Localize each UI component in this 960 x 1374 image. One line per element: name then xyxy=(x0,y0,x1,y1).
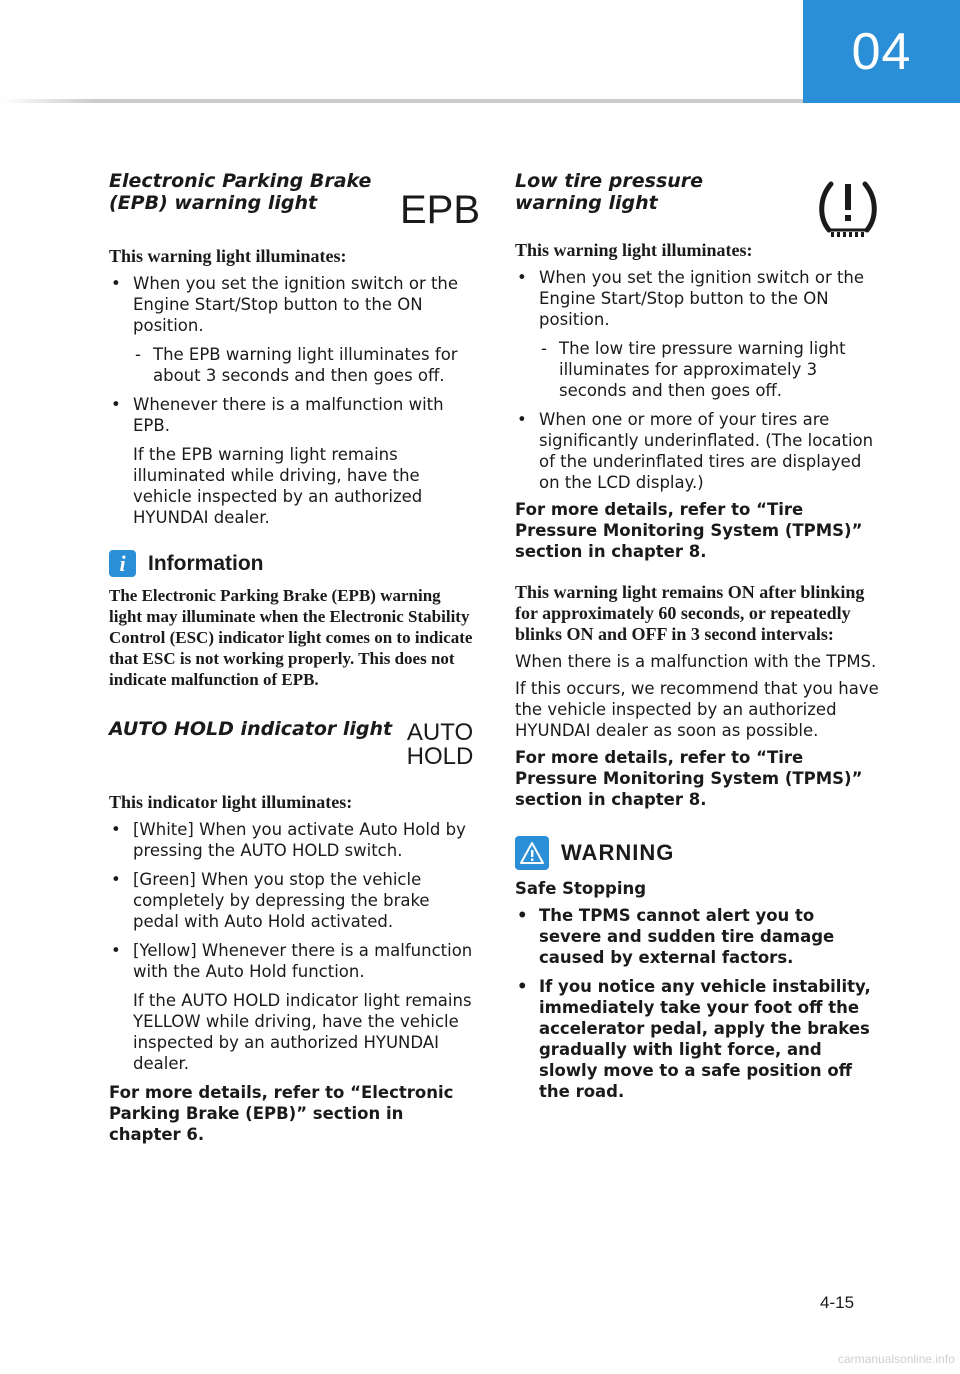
auto-hold-icon-line1: AUTO xyxy=(406,719,474,746)
info-icon: i xyxy=(109,550,136,577)
epb-header xyxy=(109,170,481,246)
auto-hold-icon-line2: HOLD xyxy=(406,743,474,770)
list-item xyxy=(515,409,881,493)
epb-b2-cont: If the EPB warning light remains illuminated while driving, have the vehicle inspected by an authorized HYUNDAI dealer. xyxy=(133,445,423,527)
epb-b1-sub: - The EPB warning light illuminates for about 3 seconds and then goes off. xyxy=(133,344,475,386)
autohold-ref: For more details, refer to “Electronic Parking Brake (EPB)” section in chapter 6. xyxy=(109,1083,454,1144)
tpms-b2: • When one or more of your tires are significantly underinflated. (The location of the underinflated tires are displayed on the LCD display.) xyxy=(539,410,874,492)
tpms-b1-sub: - The low tire pressure warning light illuminates for approximately 3 seconds and then goes off. xyxy=(539,338,881,401)
warning-b1: • The TPMS cannot alert you to severe and sudden tire damage caused by external factors. xyxy=(539,906,835,967)
tpms-p1: When there is a malfunction with the TPMS. xyxy=(515,652,877,671)
info-label: Information xyxy=(148,551,264,575)
tpms-b1: • When you set the ignition switch or the Engine Start/Stop button to the ON position. xyxy=(539,268,865,329)
list-item xyxy=(515,267,881,401)
epb-b1: • When you set the ignition switch or the Engine Start/Stop button to the ON position. xyxy=(133,274,459,335)
epb-title: Electronic Parking Brake (EPB) warning light xyxy=(109,170,372,214)
warning-label: WARNING xyxy=(561,840,675,865)
list-item xyxy=(515,976,881,1102)
warning-b2: • If you notice any vehicle instability, immediately take your foot off the accelerator pedal, apply the brakes gradually with light force, and slowly move to a safe position off the road. xyxy=(539,977,871,1101)
warning-subtitle: Safe Stopping xyxy=(515,879,647,898)
chapter-number: 04 xyxy=(851,22,912,81)
autohold-b2: • [Green] When you stop the vehicle completely by depressing the brake pedal with Auto Hold activated. xyxy=(133,870,430,931)
autohold-b1: • [White] When you activate Auto Hold by pressing the AUTO HOLD switch. xyxy=(133,820,466,860)
autohold-b3: • [Yellow] Whenever there is a malfunction with the Auto Hold function. xyxy=(133,941,473,981)
page-number: 4-15 xyxy=(820,1293,855,1312)
tire-pressure-icon xyxy=(815,178,881,244)
tpms-title: Low tire pressure warning light xyxy=(515,170,704,214)
tpms-intro: This warning light illuminates: xyxy=(515,240,753,260)
tpms-intro2: This warning light remains ON after blinking for approximately 60 seconds, or repeatedly blinks ON and OFF in 3 second intervals: xyxy=(515,582,865,644)
info-body: The Electronic Parking Brake (EPB) warning light may illuminate when the Electronic Stability Control (ESC) indicator light comes on to indicate that ESC is not working properly. This does not indicate malfunction of EPB. xyxy=(109,586,473,689)
autohold-b3-cont: If the AUTO HOLD indicator light remains YELLOW while driving, have the vehicle inspected by an authorized HYUNDAI dealer. xyxy=(133,991,472,1073)
epb-list xyxy=(109,273,475,528)
warning-list xyxy=(515,905,881,1102)
tpms-ref2: For more details, refer to “Tire Pressure Monitoring System (TPMS)” section in chapter 8. xyxy=(515,748,863,809)
autohold-list xyxy=(109,819,475,1074)
tpms-header xyxy=(515,170,881,246)
list-item xyxy=(109,273,475,386)
autohold-header xyxy=(109,712,475,792)
autohold-title: AUTO HOLD indicator light xyxy=(109,718,393,740)
left-column xyxy=(109,170,481,1145)
epb-icon xyxy=(399,188,481,232)
warning-header xyxy=(515,836,881,870)
header-rule xyxy=(0,99,803,103)
list-item xyxy=(109,394,475,528)
epb-icon-text: EPB xyxy=(399,188,481,232)
autohold-intro: This indicator light illuminates: xyxy=(109,792,353,812)
chapter-tab xyxy=(803,0,960,103)
tpms-p2: If this occurs, we recommend that you have the vehicle inspected by an authorized HYUNDAI dealer as soon as possible. xyxy=(515,679,879,740)
info-header xyxy=(109,550,475,577)
list-item xyxy=(515,905,881,968)
list-item xyxy=(109,940,475,1074)
warning-icon xyxy=(515,836,549,870)
tpms-ref1: For more details, refer to “Tire Pressure Monitoring System (TPMS)” section in chapter 8. xyxy=(515,500,863,561)
auto-hold-icon xyxy=(405,720,475,770)
list-item xyxy=(109,869,475,932)
tpms-list xyxy=(515,267,881,493)
right-column xyxy=(515,170,881,1110)
epb-intro: This warning light illuminates: xyxy=(109,246,347,266)
list-item xyxy=(109,819,475,861)
epb-b2: • Whenever there is a malfunction with EPB. xyxy=(133,395,444,435)
watermark: carmanualsonline.info xyxy=(838,1352,955,1366)
